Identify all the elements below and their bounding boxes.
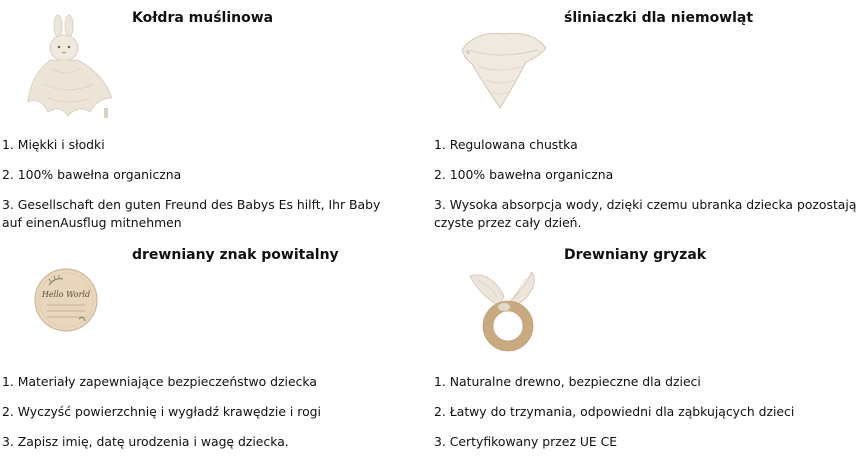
product-title: Kołdra muślinowa bbox=[132, 10, 274, 26]
feature-item: 2. Wyczyść powierzchnię i wygładź krawędzie i rogi bbox=[2, 404, 321, 419]
feature-item: 3. Gesellschaft den guten Freund des Babys Es hilft, Ihr Baby auf einenAusflug mitnehmen bbox=[2, 197, 381, 230]
wooden-teether-icon bbox=[460, 266, 550, 352]
feature-item: 1. Materiały zapewniające bezpieczeństwo dziecka bbox=[2, 374, 317, 389]
feature-item: 3. Zapisz imię, datę urodzenia i wagę dziecka. bbox=[2, 434, 289, 449]
wooden-sign-icon bbox=[33, 267, 99, 333]
sign-text: Hello World bbox=[41, 290, 91, 299]
feature-list bbox=[2, 136, 382, 232]
bandana-bib-icon bbox=[456, 22, 552, 114]
feature-item: 2. 100% bawełna organiczna bbox=[2, 167, 182, 182]
feature-list bbox=[434, 373, 864, 451]
product-title: drewniany znak powitalny bbox=[132, 247, 339, 263]
feature-item: 2. Łatwy do trzymania, odpowiedni dla ząbkujących dzieci bbox=[434, 404, 795, 419]
product-card-teether bbox=[432, 236, 866, 467]
feature-item: 3. Certyfikowany przez UE CE bbox=[434, 434, 618, 449]
product-title: śliniaczki dla niemowląt bbox=[564, 10, 754, 26]
feature-item: 1. Regulowana chustka bbox=[434, 137, 578, 152]
feature-item: 3. Wysoka absorpcja wody, dzięki czemu ubranka dziecka pozostają czyste przez cały dzień. bbox=[434, 197, 857, 230]
feature-item: 1. Naturalne drewno, bezpieczne dla dzieci bbox=[434, 374, 701, 389]
product-title: Drewniany gryzak bbox=[564, 247, 707, 263]
product-card-bibs bbox=[432, 0, 866, 231]
product-card-welcome-sign bbox=[0, 236, 434, 467]
bunny-comforter-icon bbox=[20, 14, 120, 120]
product-card-comforter bbox=[0, 0, 434, 231]
feature-list bbox=[2, 373, 422, 451]
feature-item: 2. 100% bawełna organiczna bbox=[434, 167, 614, 182]
feature-list bbox=[434, 136, 864, 232]
feature-item: 1. Miękki i słodki bbox=[2, 137, 105, 152]
